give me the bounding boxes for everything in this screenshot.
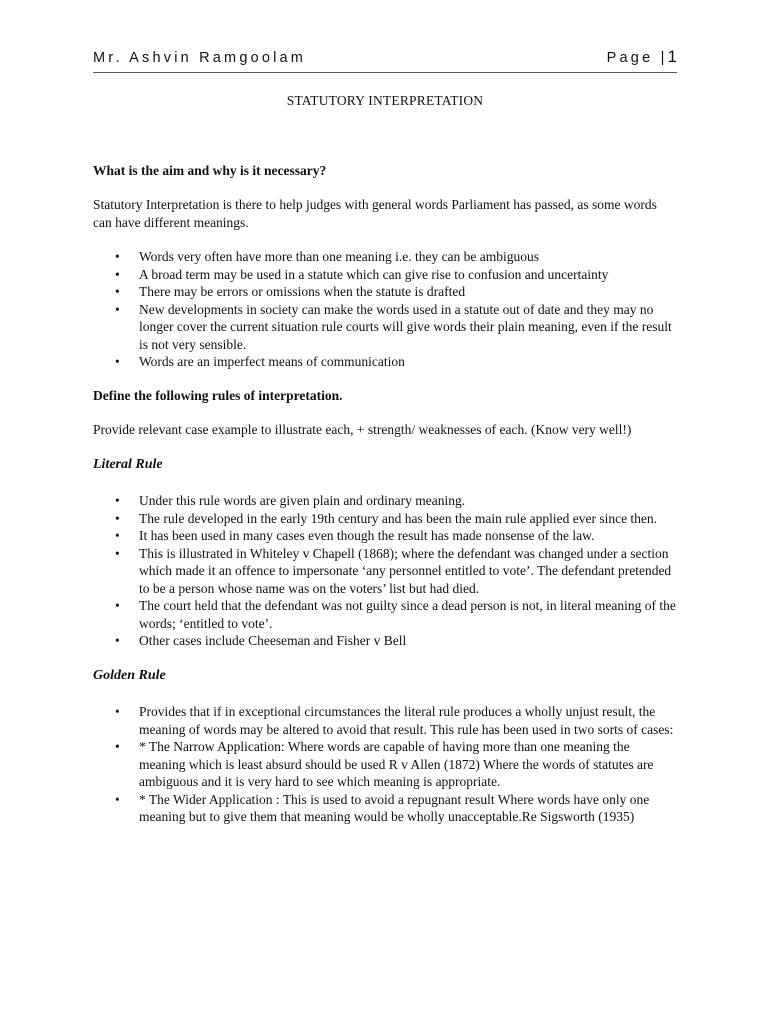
list-item: • A broad term may be used in a statute which can give rise to confusion and uncertainty <box>93 266 677 284</box>
list-item: • There may be errors or omissions when the statute is drafted <box>93 283 677 301</box>
list-item: • Under this rule words are given plain and ordinary meaning. <box>93 492 677 510</box>
bullet-list-golden <box>93 703 677 826</box>
header-page-number: 1 <box>667 47 677 66</box>
bullet-list-literal <box>93 492 677 650</box>
list-item: • Words very often have more than one meaning i.e. they can be ambiguous <box>93 248 677 266</box>
page-header <box>93 47 677 67</box>
list-item: • Other cases include Cheeseman and Fisher v Bell <box>93 632 677 650</box>
subheading-literal-rule: Literal Rule <box>93 456 163 472</box>
header-page-indicator <box>607 47 677 67</box>
header-author: Mr. Ashvin Ramgoolam <box>93 50 307 66</box>
list-item: • It has been used in many cases even though the result has made nonsense of the law. <box>93 527 677 545</box>
list-item: • The rule developed in the early 19th century and has been the main rule applied ever since then. <box>93 510 677 528</box>
bullet-list-aim <box>93 248 677 371</box>
list-item: • * The Narrow Application: Where words are capable of having more than one meaning the meaning which is least absurd should be used R v Allen (1872) Where the words of statutes are ambiguous and it is very hard to see which meaning is appropriate. <box>93 738 677 791</box>
list-item: • New developments in society can make the words used in a statute out of date and they may no longer cover the current situation rule courts will give words their plain meaning, even if the result is not very sensible. <box>93 301 677 354</box>
list-item: • This is illustrated in Whiteley v Chapell (1868); where the defendant was changed under a section which made it an offence to impersonate ‘any personnel entitled to vote’. The defendant pretended to be a person whose name was on the voters’ list but had died. <box>93 545 677 598</box>
list-item: • * The Wider Application : This is used to avoid a repugnant result Where words have only one meaning but to give them that meaning would be wholly unacceptable.Re Sigsworth (1935) <box>93 791 677 826</box>
section-heading-aim: What is the aim and why is it necessary? <box>93 162 327 178</box>
subheading-golden-rule: Golden Rule <box>93 667 166 683</box>
list-item: • Words are an imperfect means of communication <box>93 353 677 371</box>
header-page-label: Page | <box>606 50 668 66</box>
document-title: STATUTORY INTERPRETATION <box>286 93 484 108</box>
document-body <box>93 92 677 826</box>
paragraph-instructions: Provide relevant case example to illustrate each, + strength/ weaknesses of each. (Know very well!) <box>93 422 632 437</box>
list-item: • The court held that the defendant was not guilty since a dead person is not, in literal meaning of the words; ‘entitled to vote’. <box>93 597 677 632</box>
paragraph-intro: Statutory Interpretation is there to help judges with general words Parliament has passed, as some words can have different meanings. <box>93 197 657 230</box>
header-divider <box>93 72 677 73</box>
list-item: • Provides that if in exceptional circumstances the literal rule produces a wholly unjust result, the meaning of words may be altered to avoid that result. This rule has been used in two sorts of cases: <box>93 703 677 738</box>
section-heading-rules: Define the following rules of interpretation. <box>93 387 343 403</box>
